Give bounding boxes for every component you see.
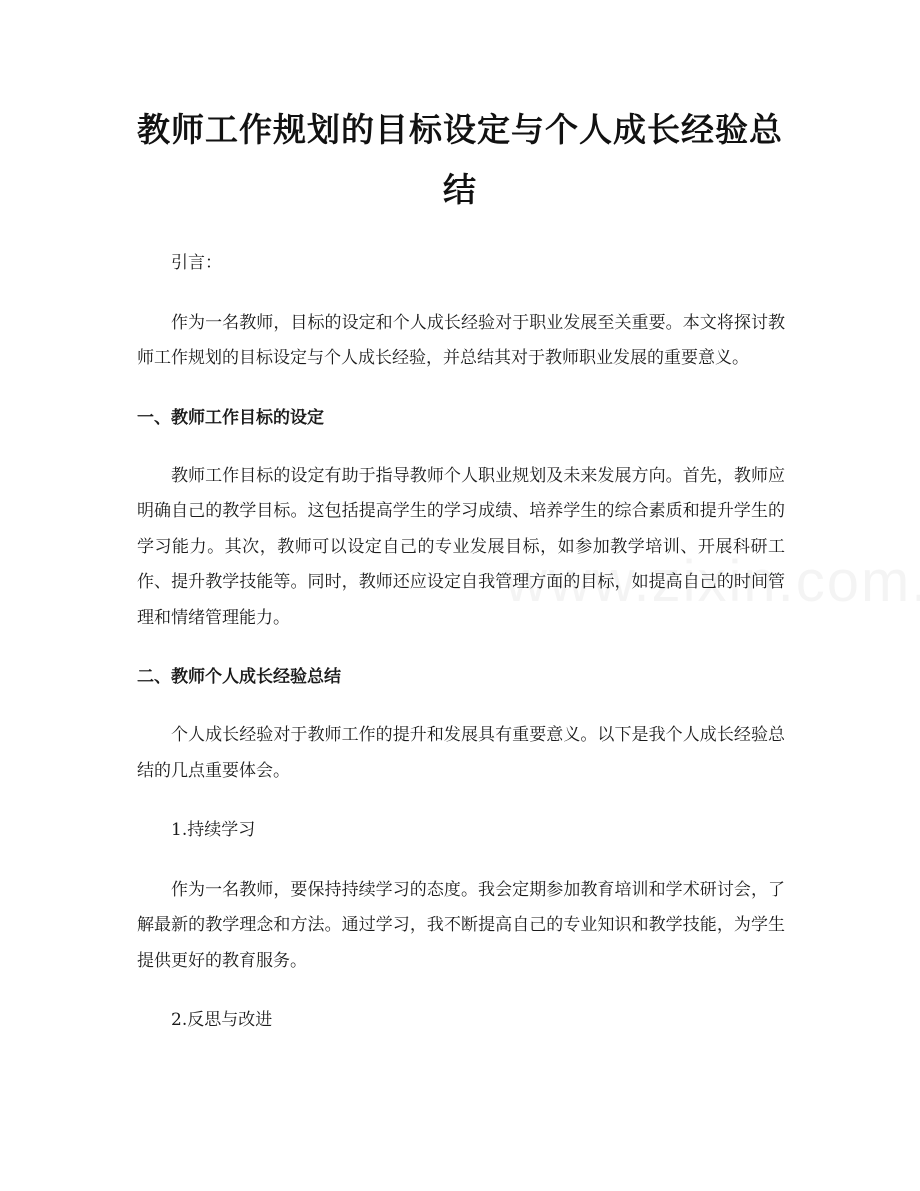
title-line-1: 教师工作规划的目标设定与个人成长经验总 [137, 110, 783, 149]
subheading-continuous-learning: 1.持续学习 [171, 820, 256, 840]
section-heading-1: 一、教师工作目标的设定 [137, 407, 324, 428]
section-1-paragraph: 教师工作目标的设定有助于指导教师个人职业规划及未来发展方向。首先，教师应明确自己的教学目标。这包括提高学生的学习成绩、培养学生的综合素质和提升学生的学习能力。其次，教师可以设定自己的专业发展目标，如参加教学培训、开展科研工作、提升教学技能等。同时，教师还应设定自我管理方面的目标，如提高自己的时间管理和情绪管理能力。 [137, 465, 785, 628]
section-heading-2: 二、教师个人成长经验总结 [137, 667, 341, 687]
intro-paragraph: 作为一名教师，目标的设定和个人成长经验对于职业发展至关重要。本文将探讨教师工作规划的目标设定与个人成长经验，并总结其对于教师职业发展的重要意义。 [137, 312, 785, 368]
document-title [120, 100, 800, 220]
section-2-paragraph: 个人成长经验对于教师工作的提升和发展具有重要意义。以下是我个人成长经验总结的几点重要体会。 [137, 725, 785, 781]
subheading-reflection: 2.反思与改进 [171, 1010, 273, 1030]
continuous-learning-paragraph: 作为一名教师，要保持持续学习的态度。我会定期参加教育培训和学术研讨会，了解最新的教学理念和方法。通过学习，我不断提高自己的专业知识和教学技能，为学生提供更好的教育服务。 [137, 879, 785, 971]
intro-label: 引言： [171, 253, 222, 273]
document-body [137, 246, 785, 1063]
title-line-2: 结 [443, 170, 477, 209]
